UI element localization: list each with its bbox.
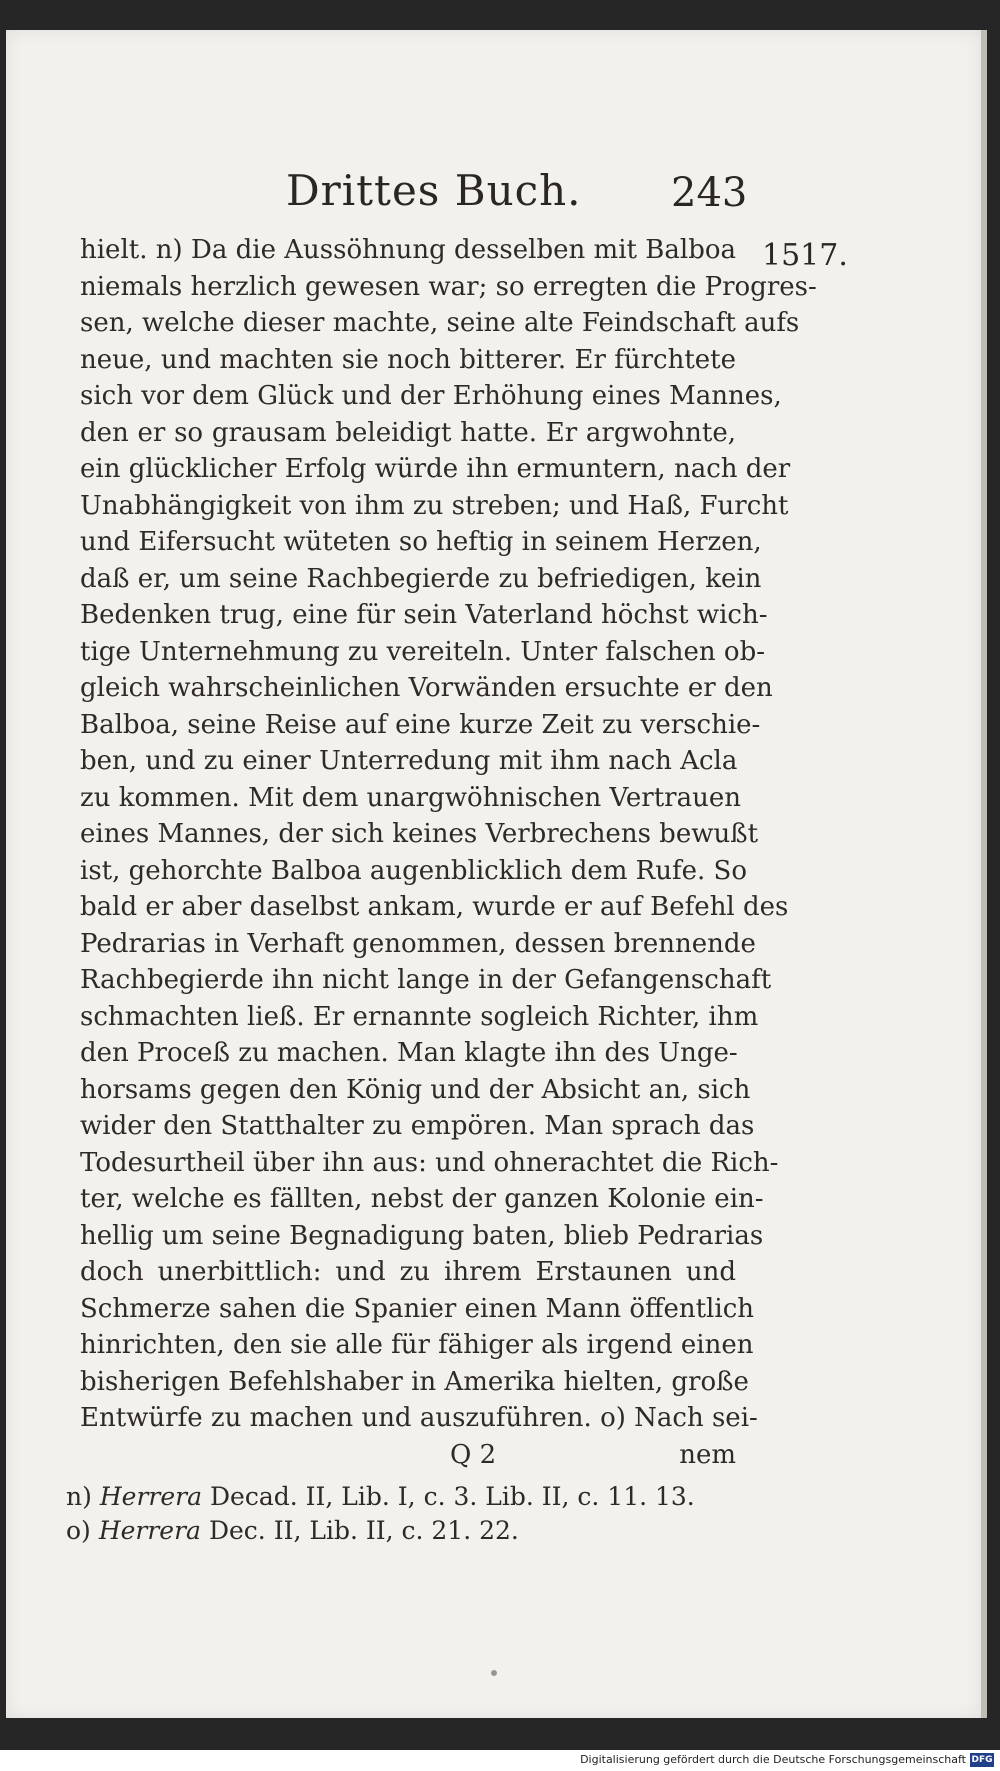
text-line: niemals herzlich gewesen war; so erregten die Progres- <box>80 271 817 302</box>
text-line: eines Mannes, der sich keines Verbrechens bewußt <box>80 819 759 849</box>
running-title: Drittes Buch. <box>286 166 582 215</box>
page-number: 243 <box>671 170 748 216</box>
footnote-mark: o) <box>66 1516 91 1545</box>
footnote-author: Herrera <box>99 1482 203 1511</box>
text-line: bald er aber daselbst ankam, wurde er auf Befehl des <box>80 892 789 922</box>
text-line: ein glücklicher Erfolg würde ihn ermuntern, nach der <box>80 454 791 484</box>
signature-line <box>80 1440 736 1476</box>
text-line: sich vor dem Glück und der Erhöhung eines Mannes, <box>80 381 782 411</box>
footnote-reference: Dec. II, Lib. II, c. 21. 22. <box>208 1516 519 1545</box>
digitization-footer <box>0 1750 1000 1771</box>
text-line: tige Unternehmung zu vereiteln. Unter falschen ob- <box>80 636 766 667</box>
ink-dot <box>491 1670 497 1676</box>
text-line: schmachten ließ. Er ernannte sogleich Richter, ihm <box>80 1001 759 1032</box>
text-line: Pedrarias in Verhaft genommen, dessen brennende <box>80 928 756 959</box>
signature-mark: Q 2 <box>450 1440 497 1470</box>
text-line: den Proceß zu machen. Man klagte ihn des Unge- <box>80 1038 738 1068</box>
book-page <box>6 30 981 1718</box>
text-line: zu kommen. Mit dem unargwöhnischen Vertrauen <box>80 782 741 813</box>
text-line: sen, welche dieser machte, seine alte Feindschaft aufs <box>80 308 800 338</box>
footnote-author: Herrera <box>98 1516 201 1545</box>
text-line: daß er, um seine Rachbegierde zu befriedigen, kein <box>80 563 762 594</box>
text-line: Rachbegierde ihn nicht lange in der Gefangenschaft <box>80 965 772 995</box>
text-line: und Eifersucht wüteten so heftig in seinem Herzen, <box>80 527 762 557</box>
text-line: hinrichten, den sie alle für fähiger als irgend einen <box>80 1330 754 1360</box>
text-line: horsams gegen den König und der Absicht an, sich <box>80 1074 751 1105</box>
text-line: gleich wahrscheinlichen Vorwänden ersuchte er den <box>80 673 773 703</box>
funding-credit: Digitalisierung gefördert durch die Deutsche Forschungsgemeinschaft <box>580 1753 966 1766</box>
text-line: ben, und zu einer Unterredung mit ihm nach Acla <box>80 746 738 776</box>
text-line: Bedenken trug, eine für sein Vaterland höchst wich- <box>80 600 768 630</box>
footnote-reference: Decad. II, Lib. I, c. 3. Lib. II, c. 11. 13. <box>210 1482 695 1511</box>
text-line: Schmerze sahen die Spanier einen Mann öffentlich <box>80 1293 754 1324</box>
text-line: neue, und machten sie noch bitterer. Er fürchtete <box>80 344 736 375</box>
text-line: Unabhängigkeit von ihm zu streben; und Haß, Furcht <box>80 490 789 521</box>
text-line: wider den Statthalter zu empören. Man sprach das <box>80 1111 755 1141</box>
text-line: doch unerbittlich: und zu ihrem Erstaunen und <box>80 1257 736 1287</box>
text-line: Todesurtheil über ihn aus: und ohnerachtet die Rich- <box>80 1147 779 1178</box>
text-line: bisherigen Befehlshaber in Amerika hielten, große <box>80 1366 749 1397</box>
footnote-o <box>66 1514 716 1548</box>
text-line: ist, gehorchte Balboa augenblicklich dem Rufe. So <box>80 855 747 886</box>
text-line: Entwürfe zu machen und auszuführen. o) Nach sei- <box>80 1403 758 1433</box>
footnote-mark: n) <box>66 1482 92 1511</box>
text-line: den er so grausam beleidigt hatte. Er argwohnte, <box>80 417 736 448</box>
text-line: hielt. n) Da die Aussöhnung desselben mit Balboa <box>80 235 736 265</box>
text-line: hellig um seine Begnadigung baten, blieb Pedrarias <box>80 1220 764 1251</box>
dfg-logo: DFG <box>971 1755 993 1765</box>
footnotes <box>66 1480 716 1548</box>
margin-year-note: 1517. <box>762 238 848 273</box>
text-line: Balboa, seine Reise auf eine kurze Zeit zu verschie- <box>80 709 761 740</box>
catchword: nem <box>679 1440 736 1470</box>
footnote-n <box>66 1480 716 1514</box>
text-line: ter, welche es fällten, nebst der ganzen Kolonie ein- <box>80 1184 764 1214</box>
page-header <box>6 130 981 216</box>
